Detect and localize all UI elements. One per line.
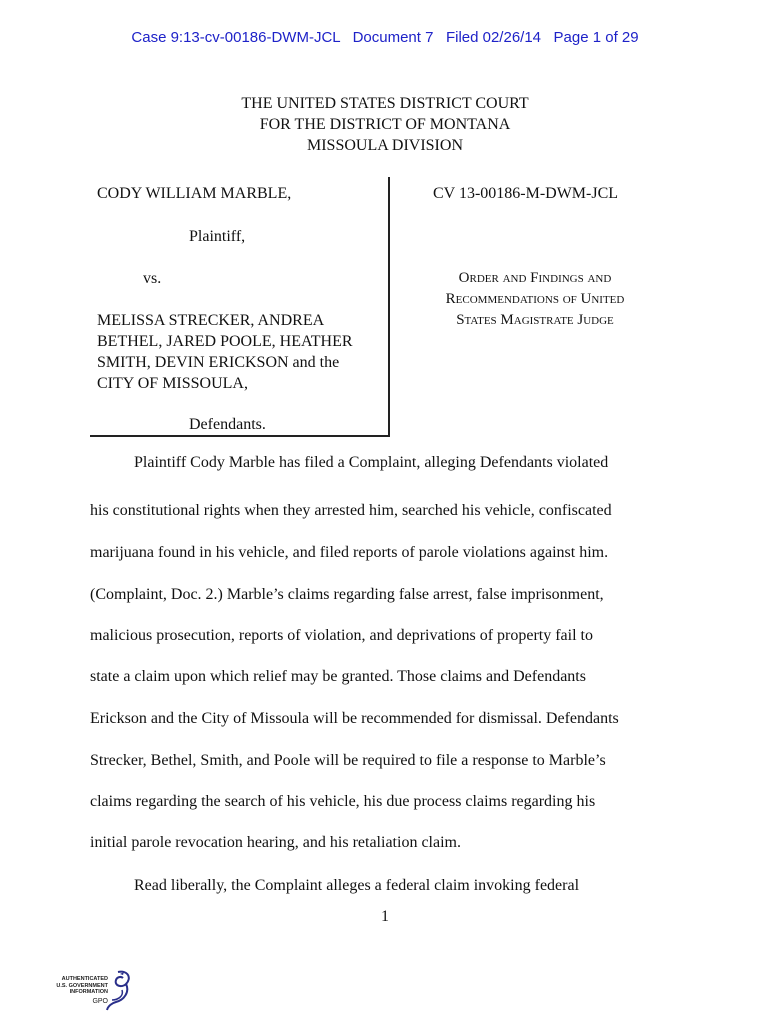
order-title-line: Order and Findings and [458,270,612,286]
court-district-line: FOR THE DISTRICT OF MONTANA [259,116,511,133]
defendants-names [97,310,387,394]
defendants-line: CITY OF MISSOULA, [97,375,248,392]
filing-header-stamp: Case 9:13-cv-00186-DWM-JCL Document 7 Filed 02/26/14 Page 1 of 29 [131,29,639,46]
court-heading [0,93,770,156]
body-line: Erickson and the City of Missoula will be recommended for dismissal. Defendants [90,710,619,727]
gpo-seal-text [44,976,108,996]
body-line: marijuana found in his vehicle, and filed reports of parole violations against him. [90,544,609,561]
body-line: initial parole revocation hearing, and his retaliation claim. [90,834,461,851]
body-line: state a claim upon which relief may be granted. Those claims and Defendants [90,668,586,685]
body-line: his constitutional rights when they arrested him, searched his vehicle, confiscated [90,502,612,519]
order-title [405,268,665,331]
caption-divider-horizontal [90,435,390,437]
order-title-line: States Magistrate Judge [456,312,614,328]
gpo-seal-line: U.S. GOVERNMENT [56,982,108,989]
body-line: Plaintiff Cody Marble has filed a Complaint, alleging Defendants violated [134,454,609,471]
gpo-seal-line: AUTHENTICATED [61,976,108,982]
gpo-mark: GPO [92,998,108,1005]
caption-divider-vertical [388,177,390,437]
defendants-line: SMITH, DEVIN ERICKSON and the [97,354,340,371]
plaintiff-name: CODY WILLIAM MARBLE, [97,185,292,202]
court-division-line: MISSOULA DIVISION [306,137,463,154]
page-number: 1 [381,908,389,925]
body-line: Read liberally, the Complaint alleges a federal claim invoking federal [134,877,580,894]
gpo-seal-line: INFORMATION [69,989,108,995]
case-number: CV 13-00186-M-DWM-JCL [433,185,619,202]
gpo-authentication-seal [44,968,130,1014]
versus: vs. [143,270,162,287]
order-title-line: Recommendations of United [445,291,625,307]
body-line: claims regarding the search of his vehicle, his due process claims regarding his [90,793,596,810]
defendants-line: BETHEL, JARED POOLE, HEATHER [97,333,353,350]
body-line: (Complaint, Doc. 2.) Marble’s claims regarding false arrest, false imprisonment, [90,586,604,603]
plaintiff-role: Plaintiff, [189,228,246,245]
defendants-line: MELISSA STRECKER, ANDREA [97,312,325,329]
defendants-role: Defendants. [189,416,266,433]
body-line: malicious prosecution, reports of violation, and deprivations of property fail to [90,627,593,644]
body-line: Strecker, Bethel, Smith, and Poole will be required to file a response to Marble’s [90,752,606,769]
eagle-icon [104,968,132,1012]
court-name-line: THE UNITED STATES DISTRICT COURT [241,95,529,112]
